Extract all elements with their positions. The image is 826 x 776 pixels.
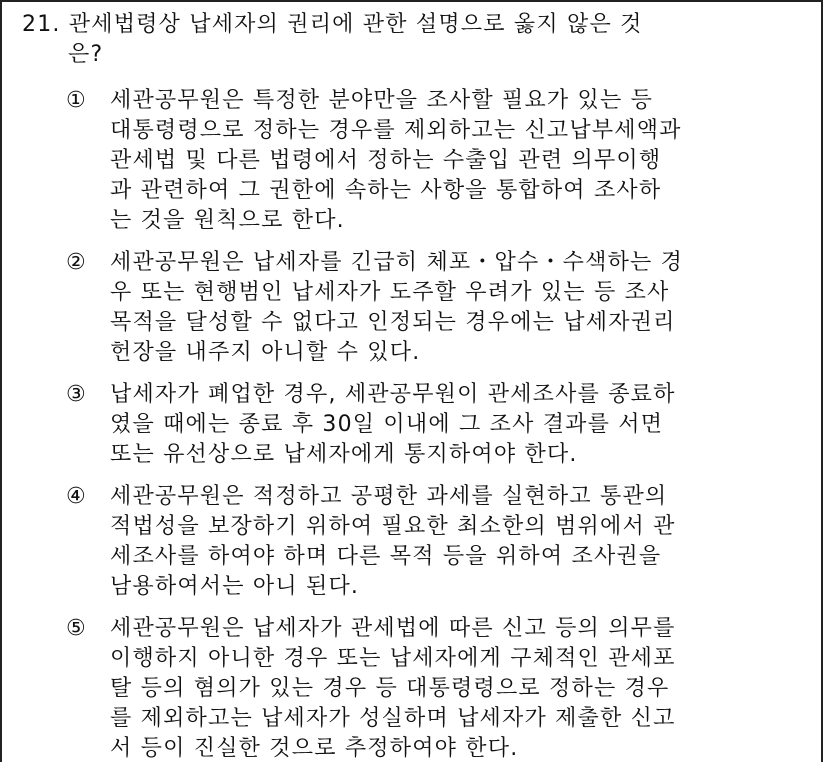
option-line: 는 것을 원칙으로 한다. [110,208,345,233]
option-marker: ④ [66,484,87,509]
option-3[interactable] [66,380,766,470]
option-line: 헌장을 내주지 아니할 수 있다. [110,340,421,365]
option-text [110,86,766,236]
option-marker: ① [66,88,87,113]
option-line: 세관공무원은 특정한 분야만을 조사할 필요가 있는 등 [110,88,654,113]
option-text [110,482,766,602]
option-marker: ③ [66,382,87,407]
option-line: 남용하여서는 아니 된다. [110,574,360,599]
option-1[interactable] [66,86,766,236]
option-text [110,380,766,470]
option-line: 납세자가 폐업한 경우, 세관공무원이 관세조사를 종료하 [110,382,676,407]
option-line: 이행하지 아니한 경우 또는 납세자에게 구체적인 관세포 [110,646,676,671]
question-text-line1: 관세법령상 납세자의 권리에 관한 설명으로 옳지 않은 것 [68,12,643,37]
answer-options [66,86,766,776]
option-line: 세관공무원은 적정하고 공평한 과세를 실현하고 통관의 [110,484,668,509]
option-2[interactable] [66,248,766,368]
option-line: 를 제외하고는 납세자가 성실하며 납세자가 제출한 신고 [110,706,676,731]
option-text [110,248,766,368]
option-line: 우 또는 현행범인 납세자가 도주할 우려가 있는 등 조사 [110,280,670,305]
option-line: 적법성을 보장하기 위하여 필요한 최소한의 범위에서 관 [110,514,676,539]
option-line: 탈 등의 혐의가 있는 경우 등 대통령령으로 정하는 경우 [110,676,670,701]
option-line: 세관공무원은 납세자가 관세법에 따른 신고 등의 의무를 [110,616,676,641]
option-line: 대통령령으로 정하는 경우를 제외하고는 신고납부세액과 [110,118,682,143]
question [22,10,762,70]
option-5[interactable] [66,614,766,764]
option-line: 서 등이 진실한 것으로 추정하여야 한다. [110,736,519,761]
option-marker: ② [66,250,87,275]
option-line: 또는 유선상으로 납세자에게 통지하여야 한다. [110,442,578,467]
option-4[interactable] [66,482,766,602]
option-line: 관세법 및 다른 법령에서 정하는 수출입 관련 의무이행 [110,148,662,173]
option-line: 였을 때에는 종료 후 30일 이내에 그 조사 결과를 서면 [110,412,664,437]
question-text-line2: 은? [68,42,104,67]
question-number: 21. [22,12,61,37]
option-line: 세관공무원은 납세자를 긴급히 체포・압수・수색하는 경 [110,250,684,275]
option-marker: ⑤ [66,616,87,641]
option-line: 과 관련하여 그 권한에 속하는 사항을 통합하여 조사하 [110,178,662,203]
option-line: 세조사를 하여야 하며 다른 목적 등을 위하여 조사권을 [110,544,662,569]
option-line: 목적을 달성할 수 없다고 인정되는 경우에는 납세자권리 [110,310,676,335]
option-text [110,614,766,764]
